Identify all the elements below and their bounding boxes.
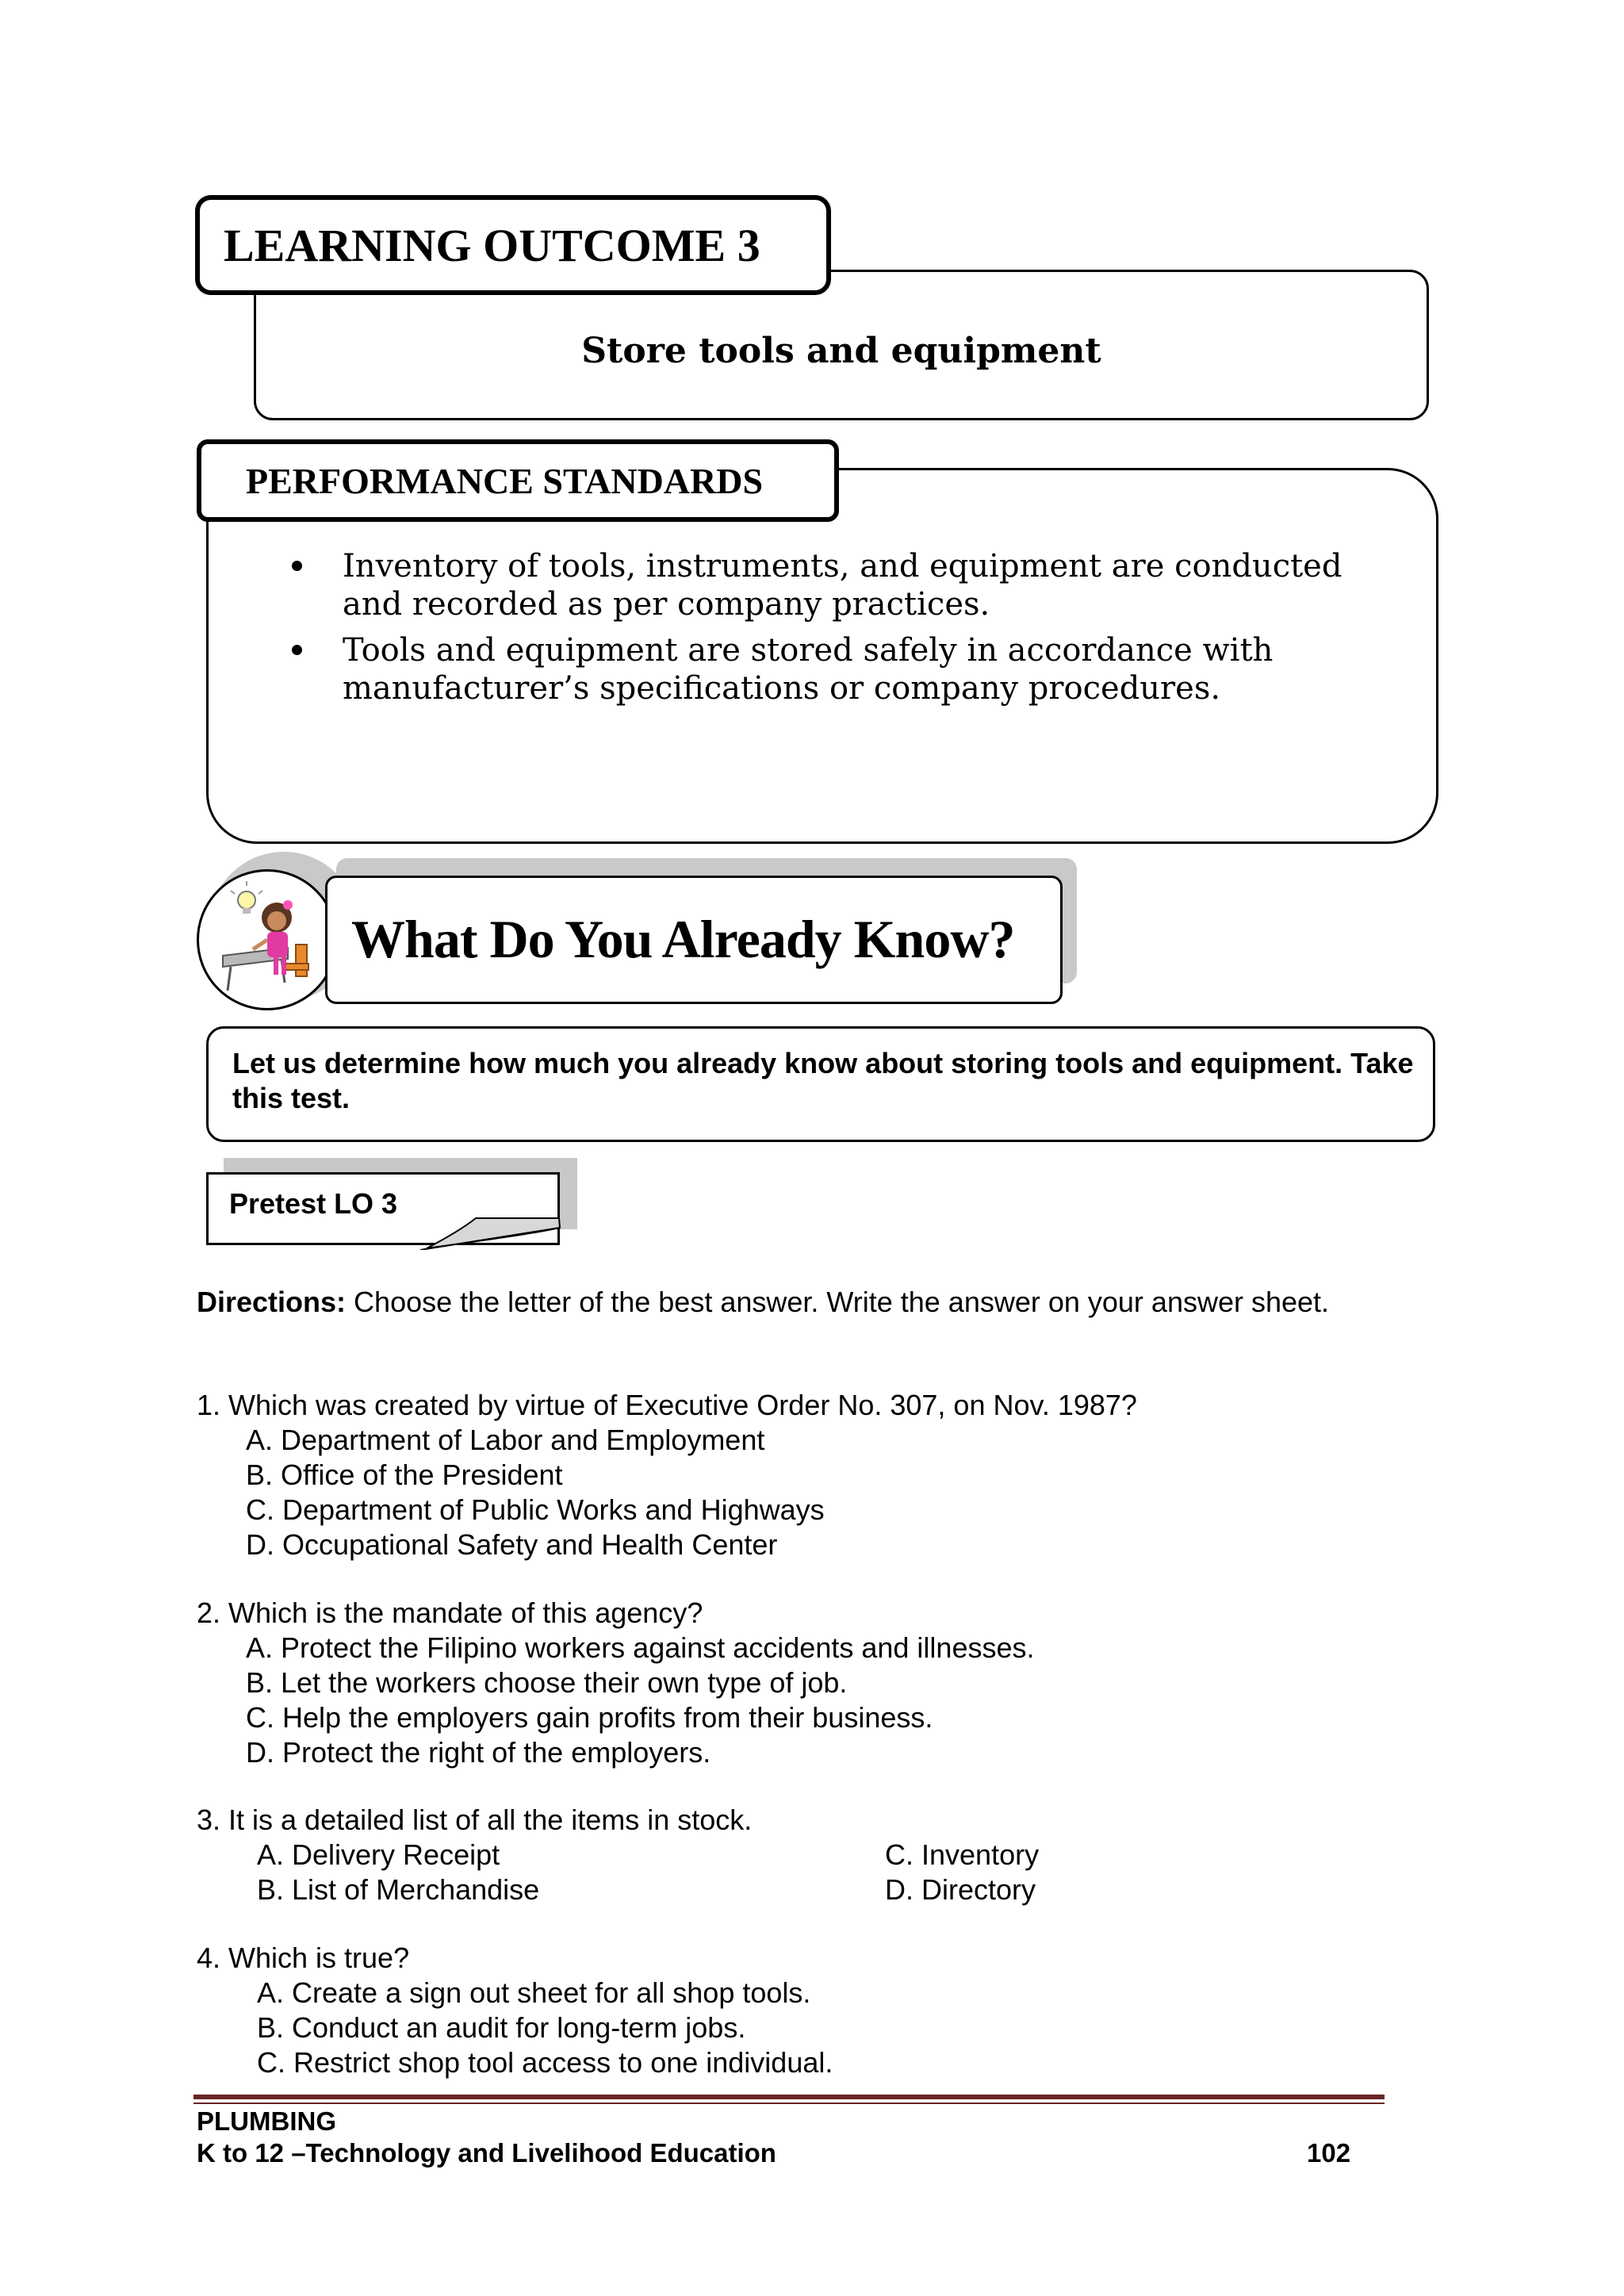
answer-option: A. Protect the Filipino workers against accidents and illnesses. [246,1631,1035,1664]
performance-standards-title: PERFORMANCE STANDARDS [246,461,764,501]
question-stem: 1. Which was created by virtue of Executive Order No. 307, on Nov. 1987? [197,1389,1137,1421]
list-item: Inventory of tools, instruments, and equipment are conducted and recorded as per company practices. [285,547,1396,623]
learning-outcome-subtitle: Store tools and equipment [581,331,1101,371]
section-header [325,876,1063,1004]
footer-rule-thin [193,2102,1385,2104]
question-stem: 3. It is a detailed list of all the items in stock. [197,1803,753,1836]
question-1 [197,1388,1386,1562]
answer-option: B. List of Merchandise [257,1873,540,1906]
question-3 [197,1803,1386,1907]
performance-standards-tab [197,439,839,522]
student-thinking-icon [197,869,338,1010]
answer-option: C. Department of Public Works and Highways [246,1493,825,1526]
answer-option: C. Help the employers gain profits from their business. [246,1701,933,1734]
question-stem: 4. Which is true? [197,1941,410,1974]
footer-subject: PLUMBING [197,2106,336,2136]
page-number: 102 [1307,2138,1351,2168]
intro-box [206,1026,1435,1142]
footer-program: K to 12 –Technology and Livelihood Education [197,2138,776,2168]
answer-option: B. Conduct an audit for long-term jobs. [257,2011,746,2044]
list-item: Tools and equipment are stored safely in accordance with manufacturer’s specifications or company procedures. [285,631,1396,707]
answer-option: C. Inventory [885,1838,1040,1871]
question-4 [197,1941,1386,2080]
directions-text: Choose the letter of the best answer. Write the answer on your answer sheet. [346,1286,1330,1318]
section-title: What Do You Already Know? [351,909,1015,969]
question-2 [197,1596,1386,1770]
performance-standards-list [285,547,1396,715]
answer-option: D. Occupational Safety and Health Center [246,1528,778,1561]
question-stem: 2. Which is the mandate of this agency? [197,1596,703,1629]
learning-outcome-title: LEARNING OUTCOME 3 [224,220,760,271]
directions [197,1285,1339,1320]
answer-option: A. Create a sign out sheet for all shop tools. [257,1976,811,2009]
answer-option: C. Restrict shop tool access to one individual. [257,2046,833,2079]
answer-option: B. Office of the President [246,1458,563,1491]
answer-option: B. Let the workers choose their own type of job. [246,1666,848,1699]
learning-outcome-tab [195,195,831,295]
answer-option: A. Delivery Receipt [257,1838,500,1871]
answer-options-grid [197,1838,1386,1907]
answer-option: A. Department of Labor and Employment [246,1424,765,1456]
footer-rule [193,2095,1385,2099]
page-curl-icon [420,1217,563,1250]
answer-option: D. Directory [885,1873,1036,1906]
answer-option: D. Protect the right of the employers. [246,1736,711,1769]
pretest-label: Pretest LO 3 [229,1187,398,1220]
intro-text: Let us determine how much you already know about storing tools and equipment. Take this test. [232,1047,1414,1114]
directions-label: Directions: [197,1286,347,1318]
